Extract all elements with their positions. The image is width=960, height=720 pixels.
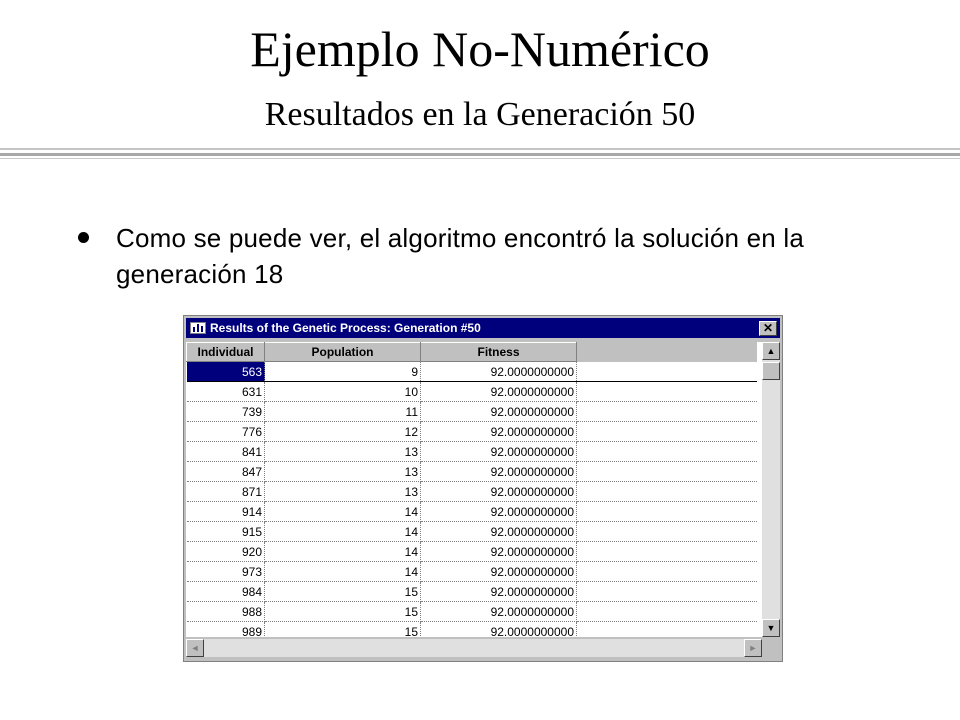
cell-individual[interactable]: 973 [187, 562, 265, 582]
table-row[interactable] [187, 542, 757, 562]
results-window [183, 315, 783, 662]
table-row[interactable] [187, 422, 757, 442]
cell-individual[interactable]: 739 [187, 402, 265, 422]
cell-population[interactable]: 12 [265, 422, 421, 442]
cell-individual[interactable]: 915 [187, 522, 265, 542]
cell-fitness[interactable]: 92.0000000000 [421, 402, 577, 422]
cell-population[interactable]: 13 [265, 462, 421, 482]
empty-cell [577, 622, 757, 638]
cell-individual[interactable]: 841 [187, 442, 265, 462]
cell-population[interactable]: 15 [265, 622, 421, 638]
cell-population[interactable]: 13 [265, 442, 421, 462]
scroll-right-icon[interactable]: ► [744, 639, 762, 657]
empty-cell [577, 482, 757, 502]
cell-population[interactable]: 11 [265, 402, 421, 422]
cell-population[interactable]: 14 [265, 522, 421, 542]
empty-cell [577, 362, 757, 382]
app-icon [190, 322, 206, 334]
slide-subtitle: Resultados en la Generación 50 [264, 96, 696, 133]
empty-cell [577, 402, 757, 422]
cell-individual[interactable]: 984 [187, 582, 265, 602]
cell-population[interactable]: 14 [265, 502, 421, 522]
results-grid[interactable] [186, 342, 762, 637]
cell-individual[interactable]: 631 [187, 382, 265, 402]
window-titlebar[interactable] [186, 318, 780, 338]
window-title: Results of the Genetic Process: Generation #50 [210, 321, 481, 335]
table-row[interactable] [187, 602, 757, 622]
cell-fitness[interactable]: 92.0000000000 [421, 482, 577, 502]
scroll-thumb[interactable] [762, 362, 780, 380]
empty-cell [577, 542, 757, 562]
results-table [186, 342, 757, 637]
cell-population[interactable]: 13 [265, 482, 421, 502]
cell-population[interactable]: 14 [265, 542, 421, 562]
bullet-text: Como se puede ver, el algoritmo encontró la solución en la generación 18 [116, 223, 804, 289]
table-row[interactable] [187, 482, 757, 502]
cell-fitness[interactable]: 92.0000000000 [421, 542, 577, 562]
cell-population[interactable]: 15 [265, 582, 421, 602]
cell-individual[interactable]: 776 [187, 422, 265, 442]
cell-fitness[interactable]: 92.0000000000 [421, 622, 577, 638]
table-row[interactable] [187, 502, 757, 522]
cell-fitness[interactable]: 92.0000000000 [421, 422, 577, 442]
divider-line [0, 148, 960, 150]
cell-individual[interactable]: 988 [187, 602, 265, 622]
cell-fitness[interactable]: 92.0000000000 [421, 522, 577, 542]
empty-cell [577, 562, 757, 582]
table-row[interactable] [187, 622, 757, 638]
table-row[interactable] [187, 362, 757, 382]
cell-individual[interactable]: 920 [187, 542, 265, 562]
empty-cell [577, 442, 757, 462]
empty-cell [577, 582, 757, 602]
cell-population[interactable]: 9 [265, 362, 421, 382]
table-row[interactable] [187, 402, 757, 422]
cell-fitness[interactable]: 92.0000000000 [421, 502, 577, 522]
vertical-scrollbar[interactable] [762, 342, 780, 637]
table-row[interactable] [187, 382, 757, 402]
slide-title: Ejemplo No-Numérico [250, 21, 710, 77]
scroll-left-icon[interactable]: ◄ [186, 639, 204, 657]
cell-individual[interactable]: 847 [187, 462, 265, 482]
cell-fitness[interactable]: 92.0000000000 [421, 442, 577, 462]
scroll-down-icon[interactable]: ▼ [762, 619, 780, 637]
close-button[interactable]: ✕ [759, 321, 777, 336]
scroll-up-icon[interactable]: ▲ [762, 342, 780, 360]
cell-fitness[interactable]: 92.0000000000 [421, 382, 577, 402]
cell-individual[interactable]: 563 [187, 362, 265, 382]
empty-cell [577, 422, 757, 442]
cell-population[interactable]: 10 [265, 382, 421, 402]
column-header-population[interactable]: Population [265, 343, 421, 362]
cell-fitness[interactable]: 92.0000000000 [421, 582, 577, 602]
table-row[interactable] [187, 522, 757, 542]
table-row[interactable] [187, 462, 757, 482]
cell-fitness[interactable]: 92.0000000000 [421, 562, 577, 582]
table-row[interactable] [187, 442, 757, 462]
table-row[interactable] [187, 562, 757, 582]
empty-cell [577, 602, 757, 622]
cell-population[interactable]: 14 [265, 562, 421, 582]
cell-fitness[interactable]: 92.0000000000 [421, 362, 577, 382]
empty-cell [577, 462, 757, 482]
cell-fitness[interactable]: 92.0000000000 [421, 462, 577, 482]
bullet-icon [78, 232, 89, 243]
column-header-fitness[interactable]: Fitness [421, 343, 577, 362]
empty-cell [577, 382, 757, 402]
table-row[interactable] [187, 582, 757, 602]
horizontal-scrollbar[interactable] [186, 639, 762, 657]
empty-cell [577, 502, 757, 522]
divider-line [0, 153, 960, 156]
column-header-individual[interactable]: Individual [187, 343, 265, 362]
empty-cell [577, 522, 757, 542]
divider-line [0, 158, 960, 159]
cell-individual[interactable]: 989 [187, 622, 265, 638]
cell-fitness[interactable]: 92.0000000000 [421, 602, 577, 622]
cell-individual[interactable]: 914 [187, 502, 265, 522]
cell-population[interactable]: 15 [265, 602, 421, 622]
cell-individual[interactable]: 871 [187, 482, 265, 502]
empty-header-area [577, 343, 757, 362]
